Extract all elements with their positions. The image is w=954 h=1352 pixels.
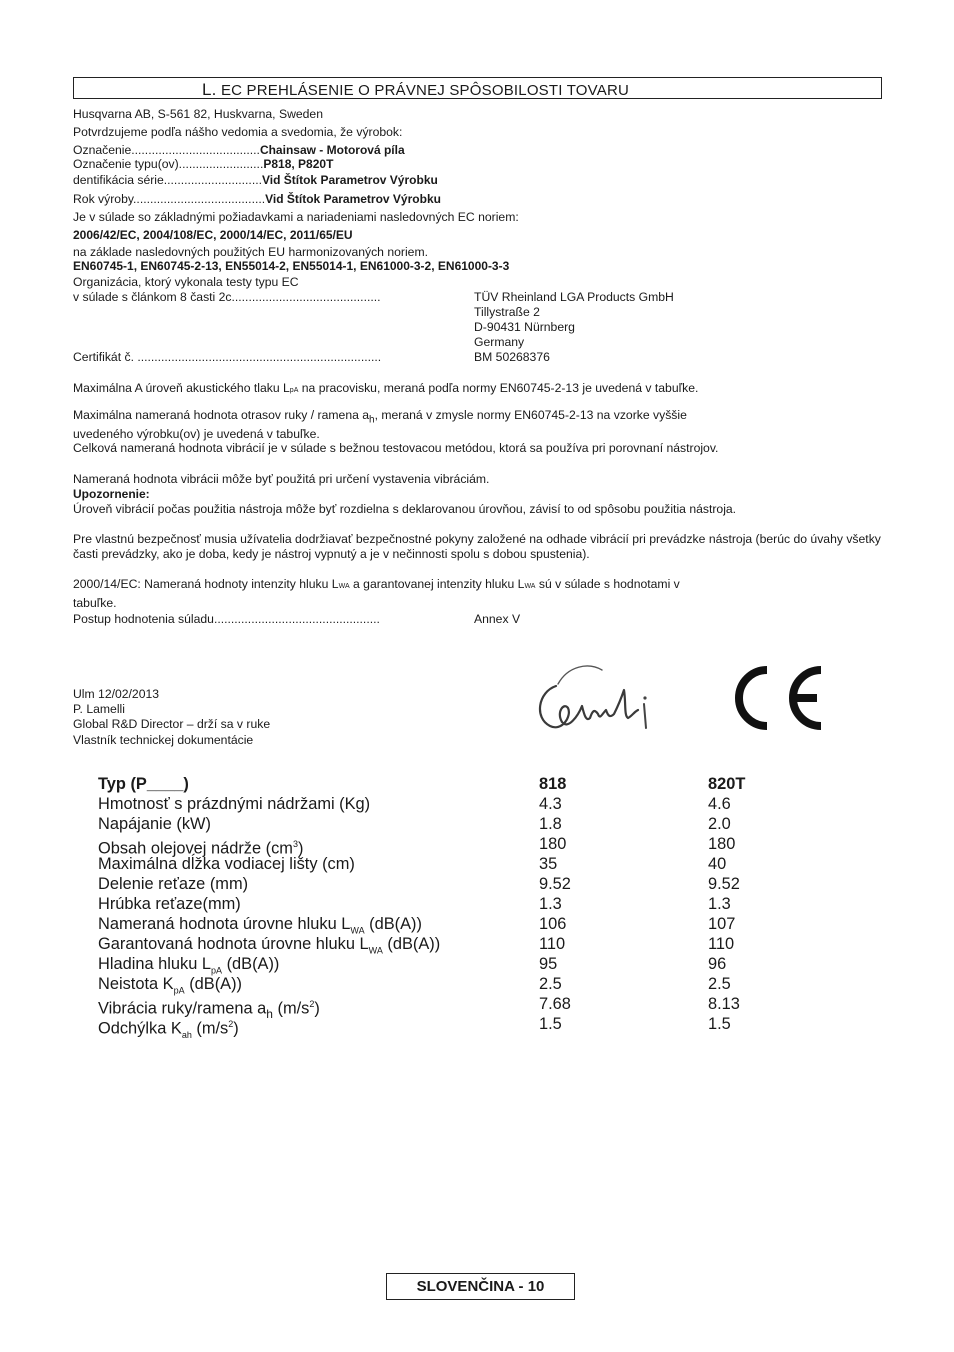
- noise-level-label-a: Hladina hluku L: [98, 955, 211, 973]
- vibration-label-c: ): [314, 999, 320, 1018]
- noise-directive-text: [73, 577, 680, 594]
- spec-header-818: 818: [539, 775, 567, 793]
- page-footer: SLOVENČINA - 10: [386, 1273, 575, 1300]
- certificate-value: BM 50268376: [474, 350, 550, 364]
- p1-sub: pA: [289, 387, 299, 394]
- spec-818-guaranteed-noise: 110: [539, 935, 566, 953]
- spec-820t-guaranteed-noise: 110: [708, 935, 735, 953]
- deviation-sub: ah: [181, 1029, 192, 1040]
- uncertainty-label-b: (dB(A)): [184, 975, 243, 993]
- designation-value: Chainsaw - Motorová píla: [259, 143, 405, 157]
- company-address: Husqvarna AB, S-561 82, Huskvarna, Sweden: [73, 107, 323, 121]
- oil-label-a: Obsah olejovej nádrže (cm: [98, 839, 293, 858]
- spec-818-weight: 4.3: [539, 795, 562, 813]
- spec-818-gauge: 1.3: [539, 895, 562, 913]
- standards-list: EN60745-1, EN60745-2-13, EN55014-2, EN55014-1, EN61000-3-2, EN61000-3-3: [73, 259, 510, 273]
- spec-label-weight: Hmotnosť s prázdnými nádržami (Kg): [98, 795, 371, 813]
- spec-820t-noise-level: 96: [708, 955, 727, 973]
- type-value: P818, P820T: [263, 157, 334, 171]
- harmonized-intro: na základe nasledovných použitých EU harmonizovaných noriem.: [73, 245, 428, 259]
- vibration-label-b: (m/s: [272, 999, 310, 1018]
- directives-list: 2006/42/EC, 2004/108/EC, 2000/14/EC, 2011/65/EU: [73, 228, 353, 242]
- spec-label-bar: Maximálna dĺžka vodiacej lišty (cm): [98, 855, 355, 873]
- spec-820t-bar: 40: [708, 855, 727, 873]
- oil-sup: 3: [292, 839, 298, 849]
- vibration-sup: 2: [309, 999, 315, 1009]
- spec-header-label: Typ (P____): [98, 775, 189, 793]
- p2-sub: h: [369, 414, 375, 426]
- guaranteed-noise-sub: WA: [368, 945, 383, 956]
- spec-818-deviation: 1.5: [539, 1015, 562, 1033]
- designation-row: [73, 143, 405, 157]
- org-line: Organizácia, ktorý vykonala testy typu EC: [73, 275, 299, 289]
- section-letter: L.: [202, 80, 217, 99]
- spec-818-uncertainty: 2.5: [539, 975, 562, 993]
- ce-mark-icon: [733, 664, 829, 732]
- spec-header-820t: 820T: [708, 775, 746, 793]
- noise-level-label-b: (dB(A)): [222, 955, 280, 973]
- p7-sub-2: WA: [524, 583, 536, 590]
- confirm-text: Potvrdzujeme podľa nášho vedomia a svedomia, že výrobok:: [73, 125, 403, 139]
- spec-820t-gauge: 1.3: [708, 895, 731, 913]
- year-label: Rok výroby.......................................: [73, 192, 266, 206]
- series-label: dentifikácia série.............................: [73, 173, 262, 187]
- uncertainty-label-a: Neistota K: [98, 975, 174, 993]
- year-value: Vid Štítok Parametrov Výrobku: [265, 192, 441, 206]
- vibration-label-a: Vibrácia ruky/ramena a: [98, 999, 267, 1018]
- p7-text-c: sú v súlade s hodnotami v: [535, 577, 680, 591]
- page-title: [202, 80, 629, 100]
- vibration-paragraph: [73, 408, 687, 427]
- deviation-label-b: (m/s: [191, 1019, 229, 1038]
- title-box: [73, 77, 882, 99]
- designation-label: Označenie......................................: [73, 143, 260, 157]
- certificate-label: Certifikát č. ........................................................................: [73, 350, 382, 364]
- spec-818-bar: 35: [539, 855, 558, 873]
- deviation-label-c: ): [233, 1019, 239, 1038]
- p7-text-b: a garantovanej intenzity hluku L: [349, 577, 525, 591]
- measured-noise-label-b: (dB(A)): [364, 915, 422, 933]
- guaranteed-noise-label-a: Garantovaná hodnota úrovne hluku L: [98, 935, 369, 953]
- spec-label-power: Napájanie (kW): [98, 815, 211, 833]
- warning-text: Úroveň vibrácií počas použitia nástroja môže byť rozdielna s deklarovanou úrovňou, závisí to od spôsobu použitia nástroja.: [73, 502, 737, 516]
- uncertainty-sub: pA: [173, 985, 185, 996]
- noise-level-sub: pA: [211, 965, 223, 976]
- article-line: v súlade s článkom 8 časti 2c............................................: [73, 290, 381, 304]
- p2-text-b: , meraná v zmysle normy EN60745-2-13 na vzorke vyššie: [374, 408, 687, 422]
- guaranteed-noise-label-b: (dB(A)): [382, 935, 441, 953]
- deviation-sup: 2: [228, 1019, 234, 1029]
- measured-noise-label-a: Nameraná hodnota úrovne hluku L: [98, 915, 351, 933]
- spec-820t-uncertainty: 2.5: [708, 975, 731, 993]
- doc-owner: Vlastník technickej dokumentácie: [73, 733, 254, 747]
- type-row: [73, 157, 333, 171]
- signer-name: P. Lamelli: [73, 702, 125, 716]
- total-vibration-text: Celková nameraná hodnota vibrácií je v súlade s bežnou testovacou metódou, ktorá sa používa pri porovnaní nástrojov.: [73, 441, 719, 455]
- spec-818-measured-noise: 106: [539, 915, 567, 933]
- p7-sub-1: WA: [338, 583, 350, 590]
- noise-paragraph: [73, 381, 698, 398]
- vibration-sub: h: [266, 1006, 273, 1021]
- tuv-street: Tillystraße 2: [474, 305, 540, 319]
- exposure-text: Nameraná hodnota vibrácii môže byť použitá pri určení vystavenia vibráciám.: [73, 472, 490, 486]
- deviation-label-a: Odchýlka K: [98, 1019, 182, 1038]
- spec-label-deviation: [98, 1014, 239, 1045]
- spec-820t-power: 2.0: [708, 815, 731, 833]
- procedure-label: Postup hodnotenia súladu.................................................: [73, 612, 380, 626]
- vibration-paragraph-cont: uvedeného výrobku(ov) je uvedená v tabuľke.: [73, 427, 320, 441]
- spec-818-noise-level: 95: [539, 955, 558, 973]
- series-row: [73, 173, 438, 187]
- spec-label-pitch: Delenie reťaze (mm): [98, 875, 249, 893]
- p7-text-a: 2000/14/EC: Nameraná hodnoty intenzity hluku L: [73, 577, 339, 591]
- procedure-value: Annex V: [474, 612, 521, 626]
- spec-820t-pitch: 9.52: [708, 875, 740, 893]
- compliance-text: Je v súlade so základnými požiadavkami a nariadeniami nasledovných EC noriem:: [73, 210, 519, 224]
- oil-label-b: ): [297, 839, 304, 858]
- spec-label-gauge: Hrúbka reťaze(mm): [98, 895, 241, 913]
- place-date: Ulm 12/02/2013: [73, 687, 160, 701]
- spec-818-oil: 180: [539, 835, 567, 853]
- signature-icon: [528, 656, 658, 740]
- spec-820t-vibration: 8.13: [708, 995, 740, 1013]
- spec-818-pitch: 9.52: [539, 875, 571, 893]
- safety-text: Pre vlastnú bezpečnosť musia užívatelia dodržiavať bezpečnostné pokyny založené na odhade vibrácií pri prevádzke nástroja (berúc do úvahy všetky časti prevádzky, ako je doba, kedy je nástroj vypnutý a je v nečinnosti spolu s dobou spustenia).: [73, 532, 881, 561]
- noise-directive-cont: tabuľke.: [73, 596, 117, 610]
- year-row: [73, 192, 441, 206]
- spec-818-power: 1.8: [539, 815, 562, 833]
- signer-role: Global R&D Director – drží sa v ruke: [73, 717, 271, 731]
- tuv-country: Germany: [474, 335, 525, 349]
- tuv-name: TÜV Rheinland LGA Products GmbH: [474, 290, 674, 304]
- p1-text-b: na pracovisku, meraná podľa normy EN60745-2-13 je uvedená v tabuľke.: [298, 381, 699, 395]
- spec-820t-oil: 180: [708, 835, 736, 853]
- warning-heading: Upozornenie:: [73, 487, 150, 501]
- p1-text-a: Maximálna A úroveň akustického tlaku L: [73, 381, 290, 395]
- measured-noise-sub: WA: [350, 925, 365, 936]
- series-value: Vid Štítok Parametrov Výrobku: [261, 173, 438, 187]
- type-label: Označenie typu(ov).........................: [73, 157, 264, 171]
- spec-820t-deviation: 1.5: [708, 1015, 731, 1033]
- p2-text-a: Maximálna nameraná hodnota otrasov ruky / ramena a: [73, 408, 370, 422]
- tuv-city: D-90431 Nürnberg: [474, 320, 575, 334]
- title-text: EC PREHLÁSENIE O PRÁVNEJ SPÔSOBILOSTI TOVARU: [220, 82, 630, 99]
- spec-820t-measured-noise: 107: [708, 915, 736, 933]
- spec-818-vibration: 7.68: [539, 995, 571, 1013]
- spec-820t-weight: 4.6: [708, 795, 731, 813]
